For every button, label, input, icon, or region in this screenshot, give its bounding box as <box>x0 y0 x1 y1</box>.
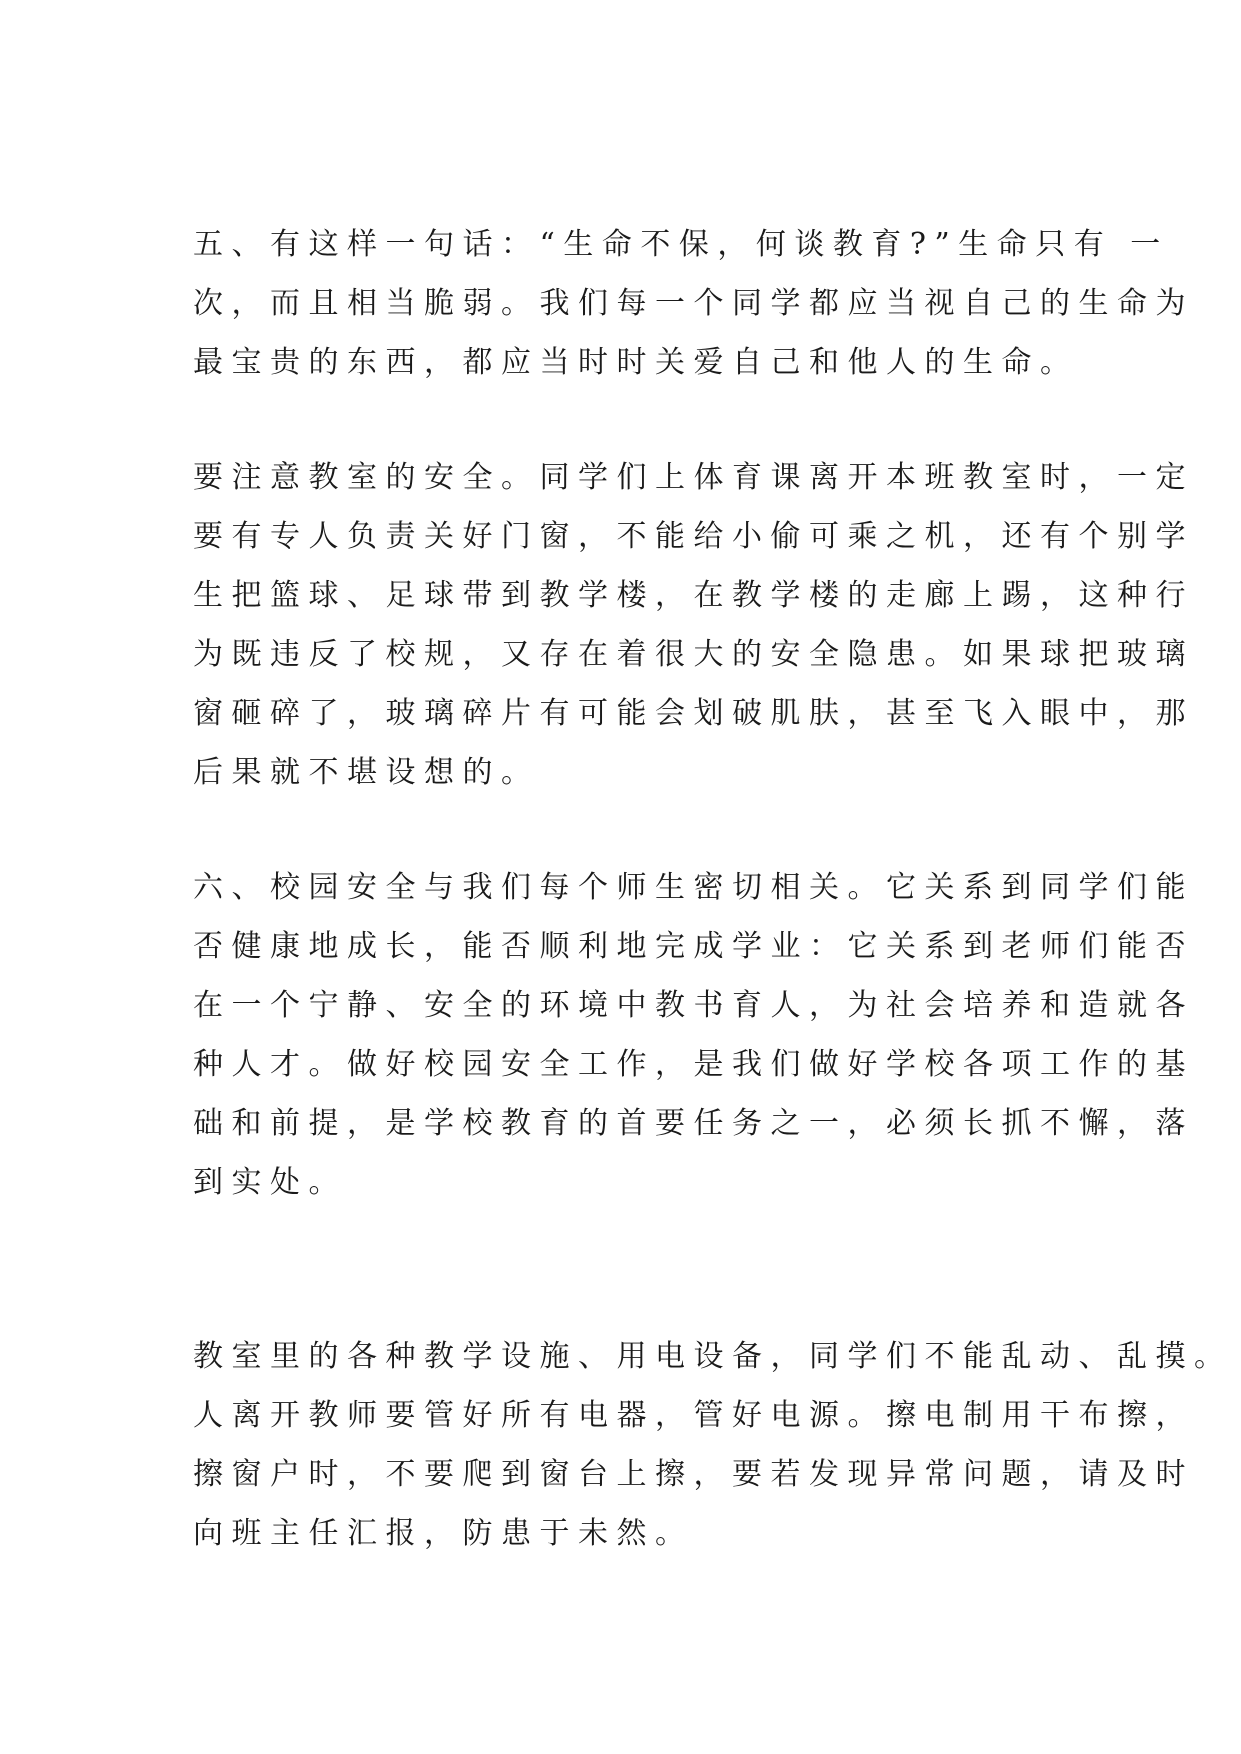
paragraph-line: 要有专人负责关好门窗，不能给小偷可乘之机，还有个别学 <box>193 519 1194 554</box>
paragraph-line: 后果就不堪设想的。 <box>193 755 540 790</box>
paragraph-line: 窗砸碎了，玻璃碎片有可能会划破肌肤，甚至飞入眼中，那 <box>193 696 1194 731</box>
paragraph-line: 次，而且相当脆弱。我们每一个同学都应当视自己的生命为 <box>193 286 1194 321</box>
paragraph-line: 五、有这样一句话：“生命不保，何谈教育?”生命只有 一 <box>193 227 1169 262</box>
paragraph-campus-safety <box>193 858 1194 1212</box>
paragraph-line: 到实处。 <box>193 1165 347 1200</box>
paragraph-equipment-safety <box>193 1327 1233 1563</box>
paragraph-line: 础和前提，是学校教育的首要任务之一，必须长抓不懈，落 <box>193 1106 1194 1141</box>
paragraph-line: 为既违反了校规，又存在着很大的安全隐患。如果球把玻璃 <box>193 637 1194 672</box>
paragraph-line: 种人才。做好校园安全工作，是我们做好学校各项工作的基 <box>193 1047 1194 1082</box>
paragraph-line: 最宝贵的东西，都应当时时关爱自己和他人的生命。 <box>193 345 1079 380</box>
paragraph-line: 擦窗户时，不要爬到窗台上擦，要若发现异常问题，请及时 <box>193 1457 1194 1492</box>
paragraph-line: 人离开教师要管好所有电器，管好电源。擦电制用干布擦， <box>193 1398 1194 1433</box>
paragraph-line: 生把篮球、足球带到教学楼，在教学楼的走廊上踢，这种行 <box>193 578 1194 613</box>
paragraph-line: 在一个宁静、安全的环境中教书育人，为社会培养和造就各 <box>193 988 1194 1023</box>
paragraph-line: 教室里的各种教学设施、用电设备，同学们不能乱动、乱摸。 <box>193 1339 1233 1374</box>
paragraph-line: 要注意教室的安全。同学们上体育课离开本班教室时，一定 <box>193 460 1194 495</box>
paragraph-line: 向班主任汇报，防患于未然。 <box>193 1516 694 1551</box>
paragraph-life-safety <box>193 215 1194 392</box>
paragraph-line: 否健康地成长，能否顺利地完成学业：它关系到老师们能否 <box>193 929 1194 964</box>
paragraph-line: 六、校园安全与我们每个师生密切相关。它关系到同学们能 <box>193 870 1194 905</box>
paragraph-classroom-safety <box>193 448 1194 802</box>
